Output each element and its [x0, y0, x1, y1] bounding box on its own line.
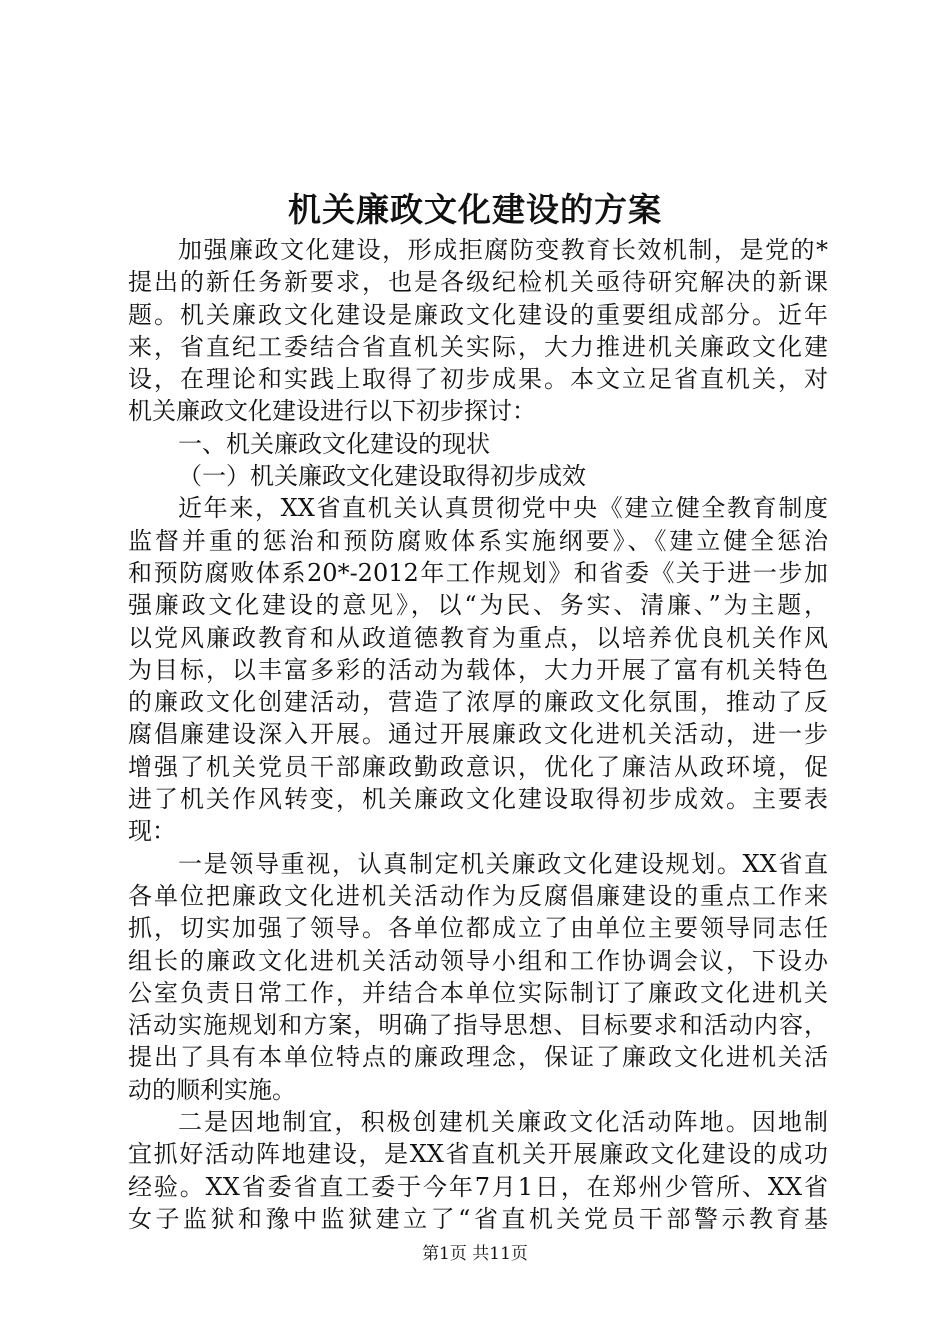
paragraph-line: 现： [128, 817, 176, 846]
paragraph-line: 和预防腐败体系20*-2012年工作规划》和省委《关于进一步加 [128, 558, 828, 587]
paragraph-line: 的廉政文化创建活动，营造了浓厚的廉政文化氛围，推动了反 [128, 688, 828, 717]
paragraph-line: 进了机关作风转变，机关廉政文化建设取得初步成效。主要表 [128, 785, 828, 814]
paragraph-line: 为目标，以丰富多彩的活动为载体，大力开展了富有机关特色 [128, 655, 828, 684]
paragraph-line: 腐倡廉建设深入开展。通过开展廉政文化进机关活动，进一步 [128, 720, 828, 749]
paragraph-line: 经验。XX省委省直工委于今年7月1日，在郑州少管所、XX省 [128, 1172, 828, 1201]
paragraph-line: 增强了机关党员干部廉政勤政意识，优化了廉洁从政环境，促 [128, 752, 828, 781]
paragraph-line: 提出的新任务新要求，也是各级纪检机关亟待研究解决的新课 [128, 268, 828, 297]
paragraph-line: 组长的廉政文化进机关活动领导小组和工作协调会议，下设办 [128, 946, 828, 975]
paragraph-line: 设，在理论和实践上取得了初步成果。本文立足省直机关，对 [128, 365, 828, 394]
paragraph-line: 提出了具有本单位特点的廉政理念，保证了廉政文化进机关活 [128, 1043, 828, 1072]
page-number-footer: 第1页 共11页 [422, 1244, 528, 1264]
paragraph-line: 监督并重的惩治和预防腐败体系实施纲要》、《建立健全惩治 [128, 526, 828, 555]
section-heading: 一、机关廉政文化建设的现状 [178, 429, 490, 458]
paragraph-line: 各单位把廉政文化进机关活动作为反腐倡廉建设的重点工作来 [128, 881, 828, 910]
paragraph-line: 动的顺利实施。 [128, 1075, 296, 1104]
paragraph-line: 强廉政文化建设的意见》，以“为民、务实、清廉、”为主题， [128, 591, 828, 620]
paragraph-line: 以党风廉政教育和从政道德教育为重点，以培养优良机关作风 [128, 623, 828, 652]
paragraph-line: 近年来，XX省直机关认真贯彻党中央《建立健全教育制度 [178, 494, 828, 523]
subsection-heading: （一）机关廉政文化建设取得初步成效 [178, 462, 586, 491]
paragraph-line: 活动实施规划和方案，明确了指导思想、目标要求和活动内容， [128, 1011, 828, 1040]
paragraph-line: 题。机关廉政文化建设是廉政文化建设的重要组成部分。近年 [128, 300, 828, 329]
document-body [128, 234, 828, 1235]
paragraph-line: 一是领导重视，认真制定机关廉政文化建设规划。XX省直 [178, 849, 828, 878]
paragraph-line: 公室负责日常工作，并结合本单位实际制订了廉政文化进机关 [128, 978, 828, 1007]
paragraph-line: 女子监狱和豫中监狱建立了“省直机关党员干部警示教育基 [128, 1204, 828, 1233]
paragraph-line: 二是因地制宜，积极创建机关廉政文化活动阵地。因地制 [178, 1108, 828, 1137]
paragraph-line: 来，省直纪工委结合省直机关实际，大力推进机关廉政文化建 [128, 332, 828, 361]
paragraph-line: 机关廉政文化建设进行以下初步探讨： [128, 397, 536, 426]
paragraph-line: 宜抓好活动阵地建设，是XX省直机关开展廉政文化建设的成功 [128, 1140, 828, 1169]
paragraph-line: 加强廉政文化建设，形成拒腐防变教育长效机制，是党的* [178, 236, 828, 264]
paragraph-line: 抓，切实加强了领导。各单位都成立了由单位主要领导同志任 [128, 914, 828, 943]
document-title: 机关廉政文化建设的方案 [288, 190, 662, 229]
